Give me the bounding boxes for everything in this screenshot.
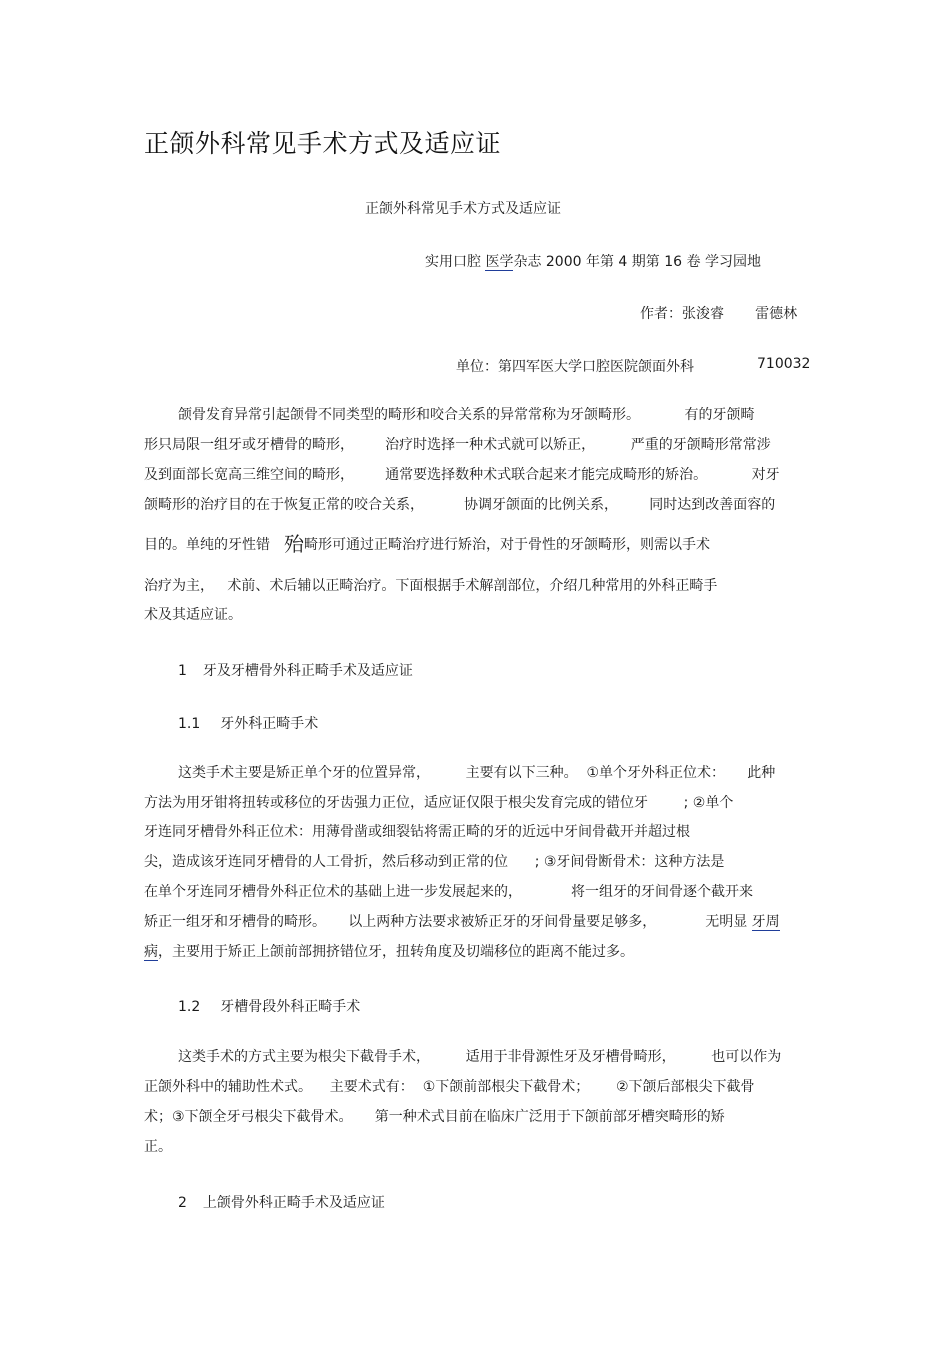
section-2-number: 2 <box>178 1195 187 1211</box>
document-title: 正颌外科常见手术方式及适应证 <box>144 129 502 158</box>
p11-line-3: 牙连同牙槽骨外科正位术：用薄骨凿或细裂钻将需正畸的牙的近远中牙间骨截开并超过根 <box>144 824 690 840</box>
intro-line-6: 治疗为主， 术前、术后辅以正畸治疗。下面根据手术解剖部位，介绍几种常用的外科正畸手 <box>144 578 718 594</box>
section-1-2-heading <box>178 996 360 1016</box>
intro-line-1: 颌骨发育异常引起颌骨不同类型的畸形和咬合关系的异常常称为牙颌畸形。 有的牙颌畸 <box>178 407 755 423</box>
intro-line-5-end: 畸形可通过正畸治疗进行矫治，对于骨性的牙颌畸形，则需以手术 <box>304 537 710 553</box>
document-subtitle: 正颌外科常见手术方式及适应证 <box>365 201 561 217</box>
unit-line: 单位：第四军医大学口腔医院颌面外科 <box>456 359 694 375</box>
authors-line: 作者：张浚睿 雷德林 <box>640 306 798 322</box>
section-1-1-title: 牙外科正畸手术 <box>220 716 319 732</box>
section-1-1-number: 1.1 <box>178 716 201 732</box>
intro-line-7: 术及其适应证。 <box>144 607 242 623</box>
p11-line-2: 方法为用牙钳将扭转或移位的牙齿强力正位，适应证仅限于根尖发育完成的错位牙 ; ②单个 <box>144 795 734 811</box>
p11-line-1: 这类手术主要是矫正单个牙的位置异常， 主要有以下三种。 ①单个牙外科正位术： 此种 <box>178 765 776 781</box>
intro-line-2: 形只局限一组牙或牙槽骨的畸形， 治疗时选择一种术式就可以矫正， 严重的牙颌畸形常常涉 <box>144 437 771 453</box>
source-prefix: 实用口腔 <box>425 254 486 270</box>
section-1-1-heading <box>178 713 318 733</box>
periodontal-link-part-2[interactable]: 病 <box>144 944 158 960</box>
intro-line-5-start: 目的。单纯的牙性错 <box>144 537 270 553</box>
medicine-link[interactable]: 医学 <box>485 254 514 270</box>
p11-line-7-text: ，主要用于矫正上颌前部拥挤错位牙，扭转角度及切端移位的距离不能过多。 <box>158 944 634 960</box>
p11-line-6 <box>144 908 780 938</box>
p11-line-6-text: 矫正一组牙和牙槽骨的畸形。 以上两种方法要求被矫正牙的牙间骨量要足够多， 无明显 <box>144 914 752 930</box>
p11-line-7 <box>144 938 634 968</box>
section-1-2-title: 牙槽骨段外科正畸手术 <box>220 999 361 1015</box>
p11-line-5: 在单个牙连同牙槽骨外科正位术的基础上进一步发展起来的， 将一组牙的牙间骨逐个截开来 <box>144 884 753 900</box>
occlusion-glyph: 殆 <box>284 532 304 556</box>
p12-line-4: 正。 <box>144 1139 172 1155</box>
periodontal-link-part-1[interactable]: 牙周 <box>751 914 780 930</box>
p12-line-1: 这类手术的方式主要为根尖下截骨手术， 适用于非骨源性牙及牙槽骨畸形， 也可以作为 <box>178 1049 782 1065</box>
section-1-title: 牙及牙槽骨外科正畸手术及适应证 <box>202 663 413 679</box>
postcode: 710032 <box>757 356 811 372</box>
section-1-number: 1 <box>178 663 187 679</box>
intro-line-3: 及到面部长宽高三维空间的畸形， 通常要选择数种术式联合起来才能完成畸形的矫治。 对牙 <box>144 467 780 483</box>
section-2-title: 上颌骨外科正畸手术及适应证 <box>202 1195 385 1211</box>
section-1-heading <box>178 660 413 680</box>
source-line <box>425 251 761 271</box>
p11-line-4: 尖，造成该牙连同牙槽骨的人工骨折，然后移动到正常的位 ; ③牙间骨断骨术：这种方法是 <box>144 854 725 870</box>
intro-line-5 <box>144 530 710 561</box>
intro-line-4: 颌畸形的治疗目的在于恢复正常的咬合关系， 协调牙颌面的比例关系， 同时达到改善面容的 <box>144 497 776 513</box>
section-2-heading <box>178 1192 385 1212</box>
p12-line-2: 正颌外科中的辅助性术式。 主要术式有： ①下颌前部根尖下截骨术； ②下颌后部根尖下截骨 <box>144 1079 755 1095</box>
source-suffix: 杂志 2000 年第 4 期第 16 卷 学习园地 <box>513 254 761 270</box>
p12-line-3: 术；③下颌全牙弓根尖下截骨术。 第一种术式目前在临床广泛用于下颌前部牙槽突畸形的矫 <box>144 1109 725 1125</box>
section-1-2-number: 1.2 <box>178 999 201 1015</box>
